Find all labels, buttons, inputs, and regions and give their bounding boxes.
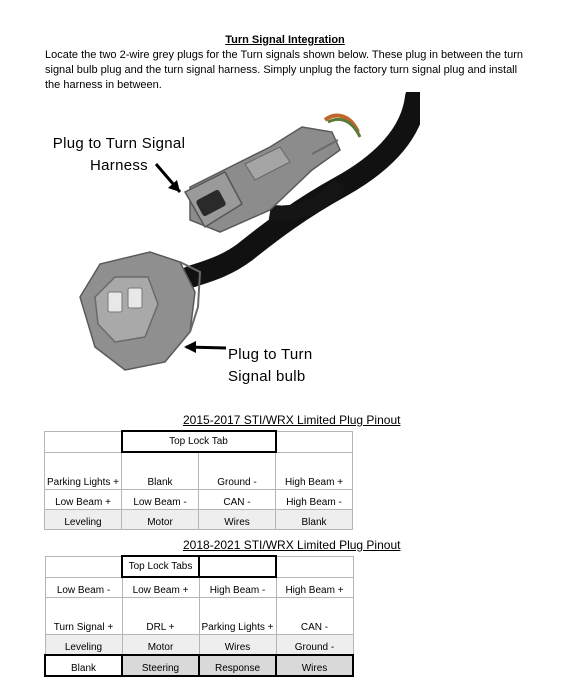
- pin-cell: Low Beam +: [45, 490, 122, 510]
- pin-cell: Ground -: [276, 635, 353, 656]
- pin-cell: Parking Lights +: [45, 452, 122, 490]
- header-spacer: [45, 556, 122, 577]
- pin-cell: Leveling: [45, 635, 122, 656]
- pin-cell: Parking Lights +: [199, 598, 276, 635]
- pin-cell: Steering: [122, 655, 199, 676]
- pin-cell: Motor: [122, 635, 199, 656]
- header-lock-tab-box: [199, 556, 276, 577]
- table2-title: 2018-2021 STI/WRX Limited Plug Pinout: [183, 538, 401, 552]
- pin-cell: High Beam -: [276, 490, 353, 510]
- pin-cell: Blank: [276, 510, 353, 530]
- label-plug-to-bulb: [228, 344, 328, 388]
- header-spacer: [276, 556, 353, 577]
- pin-cell: Low Beam -: [45, 577, 122, 598]
- pin-cell: Wires: [199, 510, 276, 530]
- intro-paragraph: Locate the two 2-wire grey plugs for the Turn signals shown below. These plug in between the turn signal bulb plug and the turn signal harness. Simply unplug the factory turn signal plug and install the harness in between.: [45, 49, 523, 91]
- pin-cell: Turn Signal +: [45, 598, 122, 635]
- pin-cell: DRL +: [122, 598, 199, 635]
- label-plug-to-harness: Plug to Turn Signal Harness: [52, 135, 186, 174]
- header-spacer: [45, 431, 122, 452]
- header-top-lock-tab: Top Lock Tab: [122, 431, 276, 452]
- pin-cell: Leveling: [45, 510, 122, 530]
- pin-cell: Wires: [276, 655, 353, 676]
- header-spacer: [276, 431, 353, 452]
- label-plug-to-bulb-text: Plug to Turn Signal bulb: [228, 346, 313, 385]
- pinout-table-2018-2021: [44, 555, 354, 677]
- pin-cell: Blank: [45, 655, 122, 676]
- pin-cell: CAN -: [276, 598, 353, 635]
- bulb-plug: [80, 252, 200, 370]
- pin-cell: Motor: [122, 510, 199, 530]
- pin-cell: Blank: [122, 452, 199, 490]
- header-top-lock-tabs: Top Lock Tabs: [122, 556, 199, 577]
- pin-cell: High Beam -: [199, 577, 276, 598]
- pinout-table-2015-2017: [44, 430, 353, 530]
- pin-cell: Low Beam +: [122, 577, 199, 598]
- table1-title: 2015-2017 STI/WRX Limited Plug Pinout: [183, 413, 401, 427]
- pin-cell: Wires: [199, 635, 276, 656]
- pin-cell: Ground -: [199, 452, 276, 490]
- pin-cell: CAN -: [199, 490, 276, 510]
- pin-cell: High Beam +: [276, 452, 353, 490]
- harness-plug: [185, 127, 340, 232]
- pin-cell: High Beam +: [276, 577, 353, 598]
- pin-cell: Low Beam -: [122, 490, 199, 510]
- pin-cell: Response: [199, 655, 276, 676]
- document-heading: Turn Signal Integration: [225, 34, 345, 46]
